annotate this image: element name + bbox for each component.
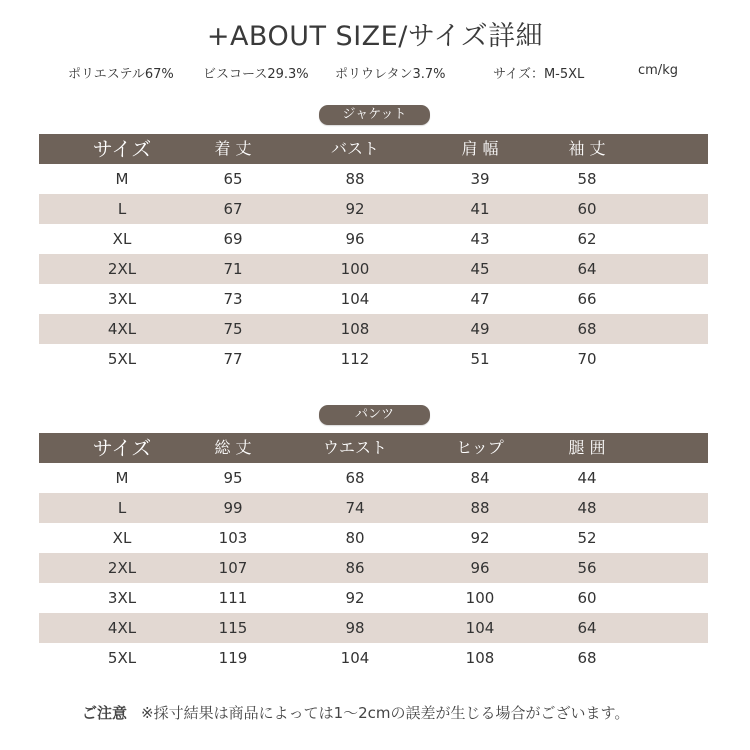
value-cell: 74 bbox=[345, 499, 365, 517]
table-row bbox=[39, 463, 708, 493]
caution-text: ※採寸結果は商品によっては1～2cmの誤差が生じる場合がございます。 bbox=[141, 704, 630, 722]
table-row bbox=[39, 164, 708, 194]
value-cell: 100 bbox=[340, 260, 370, 278]
value-cell: 111 bbox=[218, 589, 248, 607]
jacket-size-table bbox=[39, 134, 708, 374]
value-cell: 48 bbox=[577, 499, 597, 517]
value-cell: 68 bbox=[577, 320, 597, 338]
value-cell: 70 bbox=[577, 350, 597, 368]
value-cell: 96 bbox=[470, 559, 490, 577]
value-cell: 51 bbox=[470, 350, 490, 368]
pants-table-header bbox=[39, 433, 708, 463]
value-cell: 43 bbox=[470, 230, 490, 248]
value-cell: 104 bbox=[340, 290, 370, 308]
size-cell: 3XL bbox=[107, 290, 137, 308]
value-cell: 75 bbox=[223, 320, 243, 338]
header-sleeve: 袖 丈 bbox=[568, 139, 606, 158]
table-row bbox=[39, 523, 708, 553]
table-row bbox=[39, 224, 708, 254]
value-cell: 65 bbox=[223, 170, 243, 188]
value-cell: 112 bbox=[340, 350, 370, 368]
header-size: サイズ bbox=[92, 436, 152, 460]
page-title: +ABOUT SIZE/サイズ詳細 bbox=[206, 21, 544, 52]
value-cell: 73 bbox=[223, 290, 243, 308]
size-cell: 3XL bbox=[107, 589, 137, 607]
size-cell: 5XL bbox=[107, 350, 137, 368]
value-cell: 104 bbox=[340, 649, 370, 667]
header-waist: ウエスト bbox=[322, 438, 387, 457]
value-cell: 88 bbox=[470, 499, 490, 517]
table-row bbox=[39, 194, 708, 224]
value-cell: 95 bbox=[223, 469, 243, 487]
value-cell: 88 bbox=[345, 170, 365, 188]
header-shoulder: 肩 幅 bbox=[461, 139, 499, 158]
value-cell: 44 bbox=[577, 469, 597, 487]
size-cell: 4XL bbox=[107, 619, 137, 637]
value-cell: 66 bbox=[577, 290, 597, 308]
value-cell: 99 bbox=[223, 499, 243, 517]
jacket-section-tab: ジャケット bbox=[319, 105, 430, 125]
size-cell: L bbox=[117, 499, 127, 517]
size-cell: L bbox=[117, 200, 127, 218]
value-cell: 80 bbox=[345, 529, 365, 547]
value-cell: 69 bbox=[223, 230, 243, 248]
value-cell: 108 bbox=[340, 320, 370, 338]
table-row bbox=[39, 493, 708, 523]
value-cell: 41 bbox=[470, 200, 490, 218]
table-row bbox=[39, 284, 708, 314]
value-cell: 64 bbox=[577, 619, 597, 637]
table-row bbox=[39, 344, 708, 374]
caution-label: ご注意 bbox=[82, 704, 128, 722]
material-viscose: ビスコース29.3% bbox=[203, 67, 309, 82]
pants-size-table bbox=[39, 433, 708, 673]
material-info bbox=[0, 63, 750, 83]
value-cell: 58 bbox=[577, 170, 597, 188]
table-row bbox=[39, 553, 708, 583]
size-range: サイズ：M-5XL bbox=[493, 67, 585, 82]
value-cell: 47 bbox=[470, 290, 490, 308]
jacket-table-header bbox=[39, 134, 708, 164]
table-row bbox=[39, 583, 708, 613]
value-cell: 60 bbox=[577, 589, 597, 607]
value-cell: 49 bbox=[470, 320, 490, 338]
value-cell: 108 bbox=[465, 649, 495, 667]
table-row bbox=[39, 254, 708, 284]
value-cell: 52 bbox=[577, 529, 597, 547]
material-polyester: ポリエステル67% bbox=[68, 67, 174, 82]
size-cell: XL bbox=[112, 529, 132, 547]
value-cell: 104 bbox=[465, 619, 495, 637]
header-size: サイズ bbox=[92, 137, 152, 161]
header-bust: バスト bbox=[330, 139, 379, 158]
header-thigh: 腿 囲 bbox=[568, 438, 606, 457]
value-cell: 45 bbox=[470, 260, 490, 278]
value-cell: 56 bbox=[577, 559, 597, 577]
value-cell: 119 bbox=[218, 649, 248, 667]
size-cell: 2XL bbox=[107, 260, 137, 278]
size-cell: 2XL bbox=[107, 559, 137, 577]
value-cell: 96 bbox=[345, 230, 365, 248]
caution-note bbox=[82, 702, 629, 723]
value-cell: 98 bbox=[345, 619, 365, 637]
value-cell: 100 bbox=[465, 589, 495, 607]
material-polyurethane: ポリウレタン3.7% bbox=[335, 67, 446, 82]
table-row bbox=[39, 613, 708, 643]
header-total-length: 総 丈 bbox=[214, 438, 252, 457]
size-cell: 5XL bbox=[107, 649, 137, 667]
size-cell: 4XL bbox=[107, 320, 137, 338]
header-length: 着 丈 bbox=[214, 139, 252, 158]
pants-section-tab: パンツ bbox=[319, 405, 430, 425]
size-cell: M bbox=[115, 469, 129, 487]
value-cell: 71 bbox=[223, 260, 243, 278]
value-cell: 68 bbox=[577, 649, 597, 667]
size-cell: M bbox=[115, 170, 129, 188]
table-row bbox=[39, 314, 708, 344]
value-cell: 84 bbox=[470, 469, 490, 487]
value-cell: 92 bbox=[345, 200, 365, 218]
value-cell: 67 bbox=[223, 200, 243, 218]
value-cell: 86 bbox=[345, 559, 365, 577]
table-row bbox=[39, 643, 708, 673]
value-cell: 60 bbox=[577, 200, 597, 218]
value-cell: 39 bbox=[470, 170, 490, 188]
value-cell: 115 bbox=[218, 619, 248, 637]
value-cell: 77 bbox=[223, 350, 243, 368]
size-cell: XL bbox=[112, 230, 132, 248]
value-cell: 92 bbox=[470, 529, 490, 547]
value-cell: 103 bbox=[218, 529, 248, 547]
value-cell: 64 bbox=[577, 260, 597, 278]
value-cell: 107 bbox=[218, 559, 248, 577]
units-label: cm/kg bbox=[638, 63, 678, 78]
value-cell: 68 bbox=[345, 469, 365, 487]
value-cell: 92 bbox=[345, 589, 365, 607]
value-cell: 62 bbox=[577, 230, 597, 248]
header-hip: ヒップ bbox=[456, 438, 504, 457]
